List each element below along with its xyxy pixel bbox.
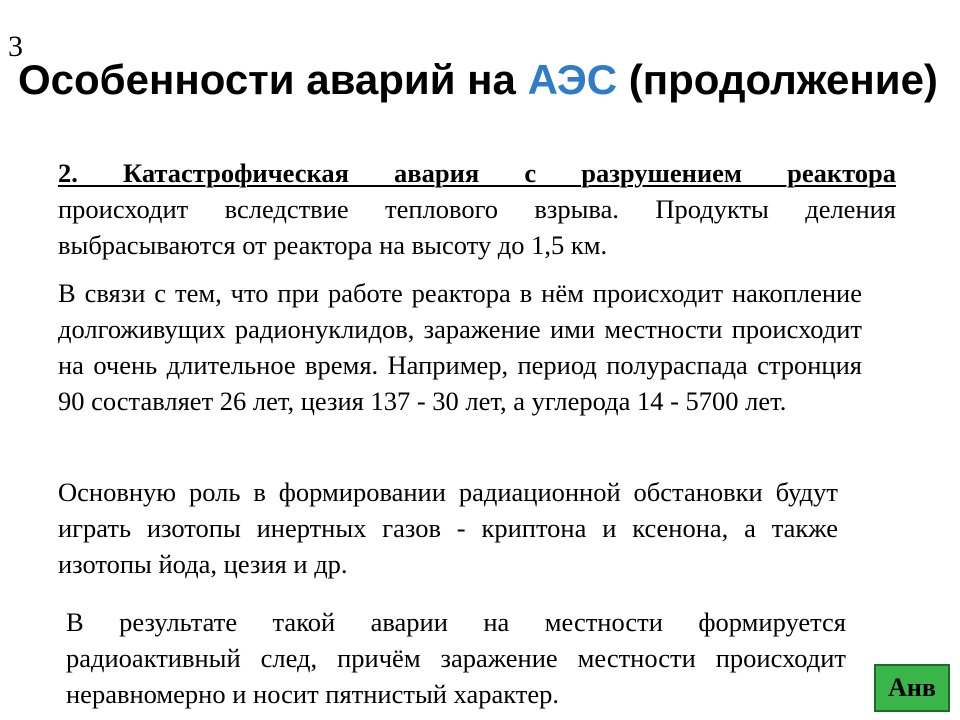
- anv-nav-button[interactable]: Анв: [874, 664, 950, 712]
- title-text-suffix: (продолжение): [617, 56, 938, 103]
- paragraph-text: Основную роль в формировании радиационной обстановки будут играть изотопы инертных газов - криптона и ксенона, а также изотопы йода, цезия и др.: [58, 477, 838, 579]
- paragraph-catastrophic-accident: [58, 155, 896, 263]
- title-accent-aes: АЭС: [527, 56, 618, 103]
- paragraph-text: В связи с тем, что при работе реактора в нём происходит накопление долгоживущих радионуклидов, заражение ими местности происходит на очень длительное время. Например, период полураспада стронция 90 составляет 26 лет, цезия 137 - 30 лет, а углерода 14 - 5700 лет.: [58, 278, 862, 416]
- paragraph-body: происходит вследствие теплового взрыва. Продукты деления выбрасываются от реактора на высоту до 1,5 км.: [58, 194, 896, 260]
- paragraph-text: В результате такой аварии на местности формируется радиоактивный след, причём заражение местности происходит неравномерно и носит пятнистый характер.: [66, 607, 846, 709]
- paragraph-heading: 2. Катастрофическая авария с разрушением реактора: [58, 158, 896, 188]
- paragraph-radioactive-trace: [66, 604, 846, 712]
- slide-title: [18, 52, 938, 108]
- slide-number: 3: [8, 30, 23, 63]
- paragraph-long-lived-radionuclides: [58, 275, 862, 419]
- paragraph-radiation-situation: [58, 474, 838, 582]
- title-text-main: Особенности аварий на: [18, 56, 528, 103]
